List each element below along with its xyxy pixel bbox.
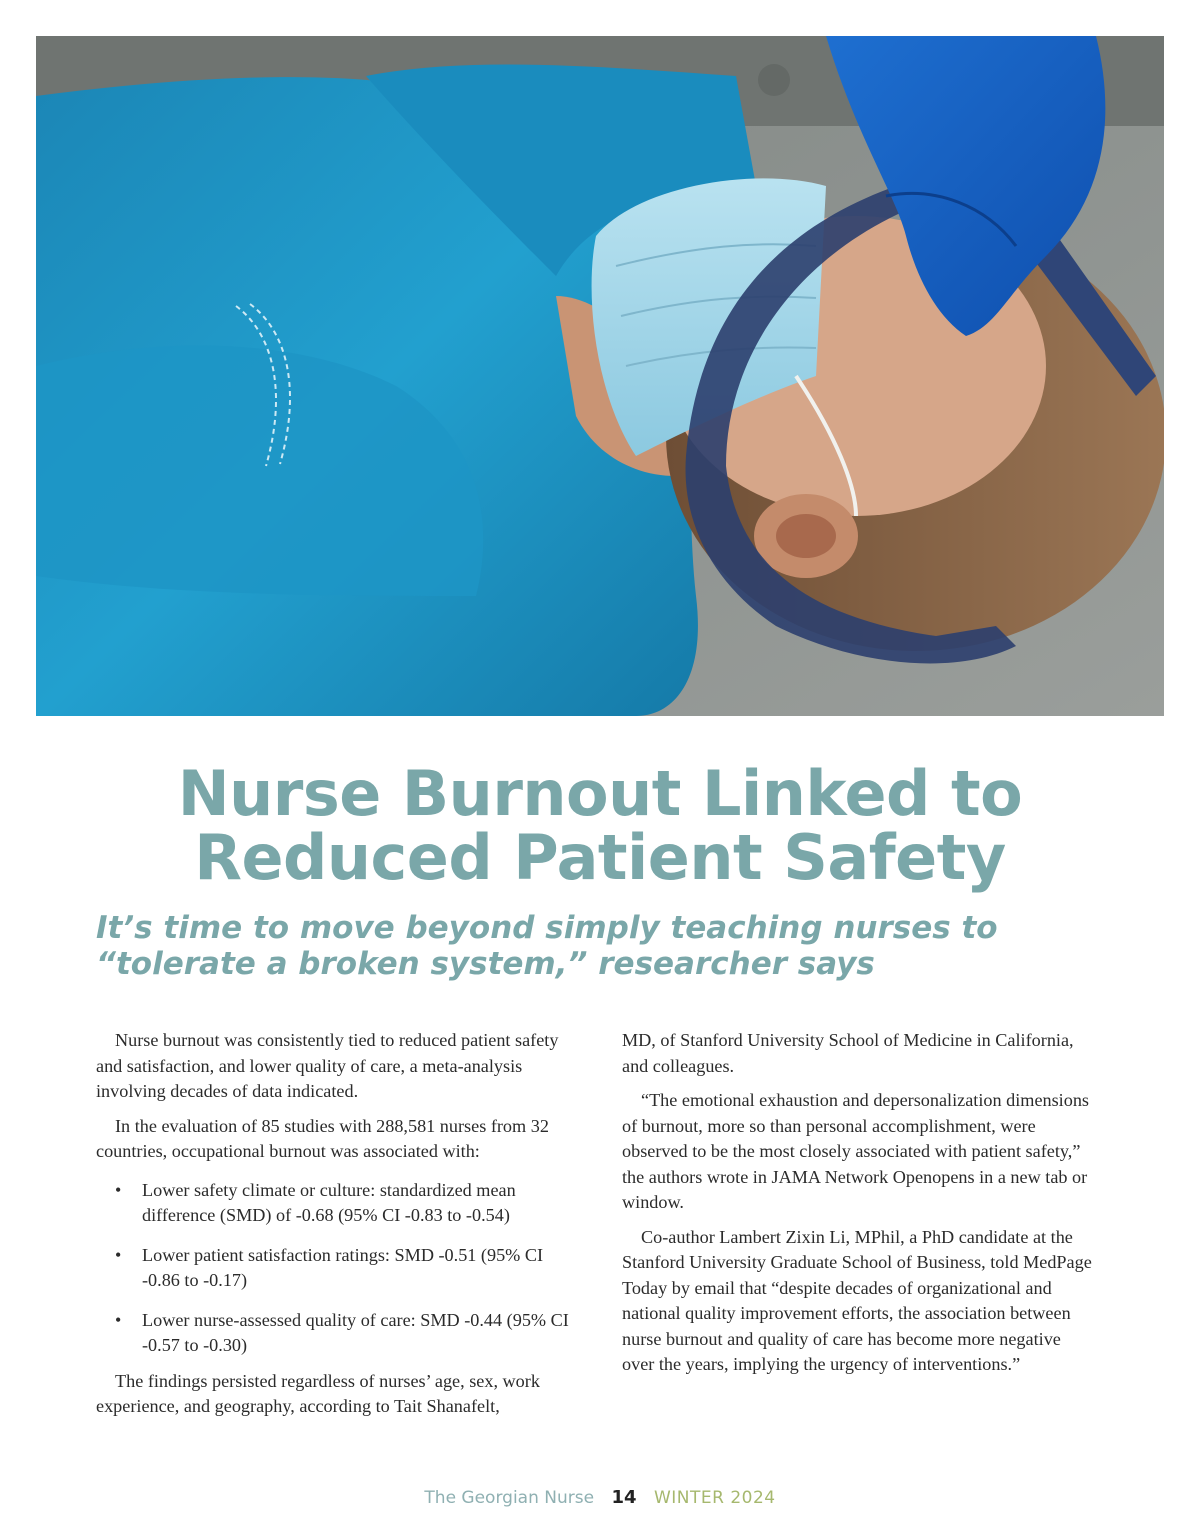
left-column: [96, 1028, 574, 1429]
bullet-icon: •: [115, 1244, 122, 1265]
body-paragraph: “The emotional exhaustion and depersonalization dimensions of burnout, more so than personal accomplishment, were observed to be the most closely associated with patient safety,” the authors wrote in JAMA Network Openopens in a new tab or window.: [622, 1090, 1090, 1212]
body-paragraph: Nurse burnout was consistently tied to reduced patient safety and satisfaction, and lower quality of care, a meta-analysis involving decades of data indicated.: [96, 1030, 559, 1101]
list-item: [96, 1239, 574, 1294]
page-number: 14: [611, 1487, 637, 1508]
findings-list: [96, 1174, 574, 1359]
list-item: [96, 1304, 574, 1359]
list-item-text: Lower nurse-assessed quality of care: SMD -0.44 (95% CI -0.57 to -0.30): [142, 1309, 569, 1355]
body-paragraph: Co-author Lambert Zixin Li, MPhil, a PhD candidate at the Stanford University Graduate School of Business, told MedPage Today by email that “despite decades of organizational and national quality improvement efforts, the association between nurse burnout and quality of care has become more negative over the years, implying the urgency of interventions.”: [622, 1226, 1092, 1374]
magazine-name: The Georgian Nurse: [424, 1488, 595, 1508]
issue-season: WINTER 2024: [653, 1488, 776, 1508]
list-item-text: Lower safety climate or culture: standardized mean difference (SMD) of -0.68 (95% CI -0.83 to -0.54): [142, 1179, 516, 1225]
article-subhead: It’s time to move beyond simply teaching nurses to “tolerate a broken system,” researcher says: [96, 910, 998, 982]
article-headline: Nurse Burnout Linked to Reduced Patient Safety: [177, 757, 1023, 894]
bullet-icon: •: [115, 1179, 122, 1200]
bullet-icon: •: [115, 1309, 122, 1330]
body-paragraph: The findings persisted regardless of nurses’ age, sex, work experience, and geography, according to Tait Shanafelt,: [96, 1370, 540, 1416]
list-item-text: Lower patient satisfaction ratings: SMD -0.51 (95% CI -0.86 to -0.17): [142, 1244, 544, 1290]
body-paragraph: MD, of Stanford University School of Medicine in California, and colleagues.: [622, 1030, 1074, 1076]
hero-photo: [36, 36, 1164, 716]
page-footer: [0, 1486, 1200, 1510]
body-paragraph: In the evaluation of 85 studies with 288,581 nurses from 32 countries, occupational burnout was associated with:: [96, 1115, 549, 1161]
right-column: [622, 1028, 1096, 1387]
nurse-resting-photo-icon: [36, 36, 1164, 716]
list-item: [96, 1174, 574, 1229]
